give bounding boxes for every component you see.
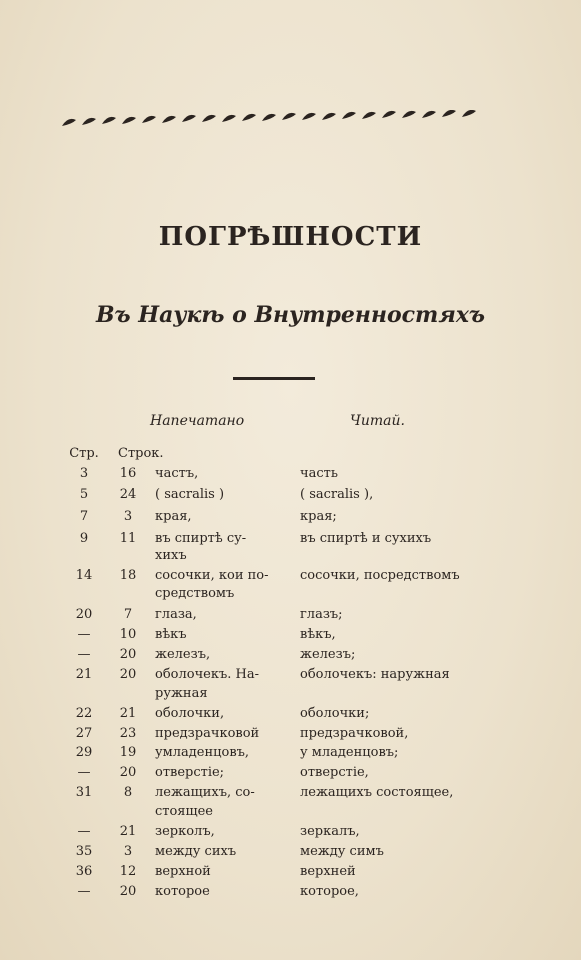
cell-read: глазъ; xyxy=(300,607,343,622)
cell-read: въ спиртѣ и сухихъ xyxy=(300,531,432,546)
cell-read: отверстіе, xyxy=(300,765,369,780)
cell-line: 18 xyxy=(119,568,137,583)
cell-printed: сосочки, кои по- xyxy=(155,568,269,583)
table-row xyxy=(0,882,581,902)
cell-page: 21 xyxy=(75,667,93,682)
cell-page: — xyxy=(77,884,91,899)
cell-page: 31 xyxy=(75,785,93,800)
cell-printed: железъ, xyxy=(155,647,211,662)
cell-read: оболочекъ: наружная xyxy=(300,667,450,682)
cell-read: часть xyxy=(300,466,338,481)
page-subtitle: Въ Наукѣ о Внутренностяхъ xyxy=(96,302,485,328)
table-row xyxy=(0,625,581,645)
table-row xyxy=(0,485,581,505)
cell-page: 14 xyxy=(75,568,93,583)
cell-printed-continued: ружная xyxy=(155,686,208,701)
ornamental-border xyxy=(60,110,480,132)
cell-line: 16 xyxy=(119,466,137,481)
cell-page: 27 xyxy=(75,726,93,741)
cell-line: 20 xyxy=(119,884,137,899)
table-row xyxy=(0,665,581,685)
cell-printed: ( sacralis ) xyxy=(155,487,225,502)
cell-printed: между сихъ xyxy=(155,844,237,859)
cell-line: 20 xyxy=(119,667,137,682)
cell-printed: вѣкъ xyxy=(155,627,187,642)
cell-printed: края, xyxy=(155,509,192,524)
cell-page: — xyxy=(77,824,91,839)
cell-page: 5 xyxy=(79,487,89,502)
page-title: ПОГРѢШНОСТИ xyxy=(158,222,423,252)
table-row-continuation xyxy=(0,546,581,566)
table-row xyxy=(0,842,581,862)
cell-page: 35 xyxy=(75,844,93,859)
cell-line: 24 xyxy=(119,487,137,502)
cell-line: 19 xyxy=(119,745,137,760)
cell-printed: оболочекъ. На- xyxy=(155,667,259,682)
cell-read: верхней xyxy=(300,864,356,879)
column-heading-printed: Напечатано xyxy=(150,413,245,429)
cell-read: предзрачковой, xyxy=(300,726,409,741)
cell-page: 36 xyxy=(75,864,93,879)
cell-read: вѣкъ, xyxy=(300,627,336,642)
cell-read: края; xyxy=(300,509,337,524)
cell-line: 3 xyxy=(123,844,133,859)
cell-page: 7 xyxy=(79,509,89,524)
table-row xyxy=(0,724,581,744)
cell-page: 22 xyxy=(75,706,93,721)
table-row xyxy=(0,507,581,527)
cell-printed: предзрачковой xyxy=(155,726,260,741)
cell-printed: зерколъ, xyxy=(155,824,215,839)
header-page: Стр. xyxy=(69,446,99,461)
table-row xyxy=(0,464,581,484)
cell-read: лежащихъ состоящее, xyxy=(300,785,454,800)
cell-read: между симъ xyxy=(300,844,384,859)
cell-read: оболочки; xyxy=(300,706,370,721)
cell-line: 21 xyxy=(119,706,137,721)
cell-printed: частъ, xyxy=(155,466,199,481)
cell-read: железъ; xyxy=(300,647,356,662)
table-header xyxy=(0,444,581,464)
table-row xyxy=(0,566,581,586)
cell-printed: оболочки, xyxy=(155,706,225,721)
cell-line: 8 xyxy=(123,785,133,800)
cell-page: — xyxy=(77,647,91,662)
cell-read: которое, xyxy=(300,884,359,899)
cell-printed: глаза, xyxy=(155,607,197,622)
cell-line: 7 xyxy=(123,607,133,622)
cell-line: 12 xyxy=(119,864,137,879)
cell-printed: умладенцовъ, xyxy=(155,745,250,760)
table-row-continuation xyxy=(0,684,581,704)
column-heading-read: Читай. xyxy=(350,413,405,429)
cell-read: у младенцовъ; xyxy=(300,745,399,760)
cell-printed: отверстіе; xyxy=(155,765,225,780)
table-row-continuation xyxy=(0,802,581,822)
table-row xyxy=(0,645,581,665)
cell-line: 11 xyxy=(119,531,137,546)
table-row xyxy=(0,862,581,882)
cell-page: — xyxy=(77,765,91,780)
cell-printed: которое xyxy=(155,884,210,899)
cell-read: зеркалъ, xyxy=(300,824,360,839)
cell-line: 21 xyxy=(119,824,137,839)
divider xyxy=(233,377,315,380)
cell-line: 20 xyxy=(119,647,137,662)
table-row xyxy=(0,605,581,625)
table-row-continuation xyxy=(0,584,581,604)
table-row xyxy=(0,763,581,783)
table-row xyxy=(0,783,581,803)
cell-page: 9 xyxy=(79,531,89,546)
cell-line: 3 xyxy=(123,509,133,524)
cell-page: 29 xyxy=(75,745,93,760)
header-line: Строк. xyxy=(118,446,164,461)
cell-printed-continued: хихъ xyxy=(155,548,187,563)
cell-printed-continued: средствомъ xyxy=(155,586,235,601)
cell-printed-continued: стоящее xyxy=(155,804,213,819)
cell-printed: въ спиртѣ су- xyxy=(155,531,247,546)
cell-page: 3 xyxy=(79,466,89,481)
cell-read: сосочки, посредствомъ xyxy=(300,568,460,583)
cell-page: — xyxy=(77,627,91,642)
cell-printed: верхной xyxy=(155,864,211,879)
cell-line: 23 xyxy=(119,726,137,741)
table-row xyxy=(0,704,581,724)
cell-page: 20 xyxy=(75,607,93,622)
table-row xyxy=(0,822,581,842)
cell-line: 20 xyxy=(119,765,137,780)
table-row xyxy=(0,743,581,763)
cell-printed: лежащихъ, со- xyxy=(155,785,255,800)
cell-line: 10 xyxy=(119,627,137,642)
cell-read: ( sacralis ), xyxy=(300,487,374,502)
